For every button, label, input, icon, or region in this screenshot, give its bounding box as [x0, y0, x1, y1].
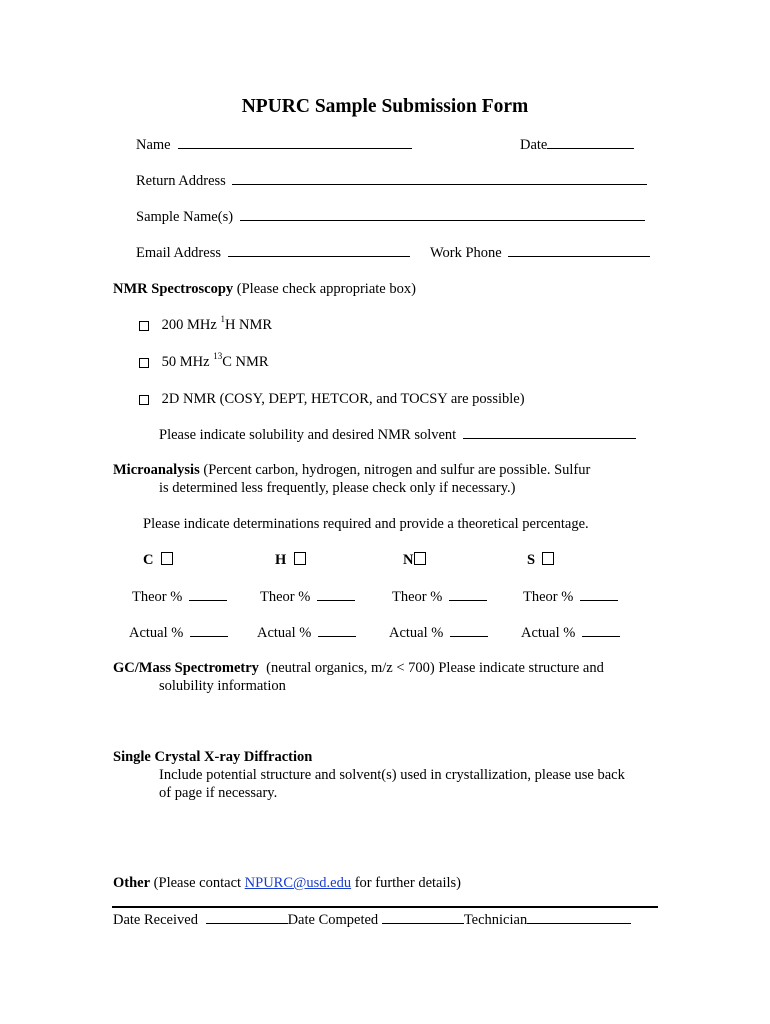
actual-n-label: Actual %: [389, 625, 444, 641]
xray-description-2: of page if necessary.: [159, 785, 278, 801]
checkbox-50mhz[interactable]: [139, 358, 149, 368]
sample-names-field: [136, 208, 645, 226]
name-input-line[interactable]: [178, 136, 412, 149]
theor-c-input-line[interactable]: [189, 588, 227, 601]
work-phone-label: Work Phone: [430, 245, 502, 261]
work-phone-input-line[interactable]: [508, 244, 650, 257]
page-title: NPURC Sample Submission Form: [241, 96, 529, 117]
theor-s-label: Theor %: [523, 589, 574, 605]
actual-c-label: Actual %: [129, 625, 184, 641]
actual-h-input-line[interactable]: [318, 624, 356, 637]
contact-email-link[interactable]: NPURC@usd.edu: [244, 875, 352, 891]
date-received-label: Date Received: [113, 912, 198, 928]
other-heading: Other: [113, 875, 151, 891]
checkbox-s[interactable]: [542, 552, 554, 565]
checkbox-n[interactable]: [414, 552, 426, 565]
technician-input-line[interactable]: [527, 911, 631, 924]
nmr-option-50mhz[interactable]: [137, 353, 269, 371]
actual-h: [257, 624, 356, 642]
sample-names-input-line[interactable]: [240, 208, 645, 221]
email-field: [136, 244, 410, 262]
theor-h-input-line[interactable]: [317, 588, 355, 601]
microanalysis-heading: Microanalysis: [113, 462, 200, 478]
microanalysis-instruction: Please indicate determinations required and provide a theoretical percentage.: [143, 516, 589, 532]
date-label: Date: [520, 137, 548, 153]
date-input-line[interactable]: [547, 136, 634, 149]
actual-c: [129, 624, 228, 642]
theor-c-label: Theor %: [132, 589, 183, 605]
work-phone-field: [430, 244, 650, 262]
actual-s: [521, 624, 620, 642]
element-s[interactable]: S: [527, 551, 554, 569]
gcms-description-2: solubility information: [159, 678, 286, 694]
return-address-input-line[interactable]: [232, 172, 647, 185]
xray-description-1: Include potential structure and solvent(s) used in crystallization, please use back: [159, 767, 625, 783]
gcms-heading-line: [113, 659, 604, 677]
nmr-option-2d[interactable]: [137, 390, 525, 408]
element-n[interactable]: N: [403, 551, 426, 569]
date-field: [520, 136, 634, 154]
footer-office-use: [113, 911, 631, 929]
actual-n-input-line[interactable]: [450, 624, 488, 637]
theor-s: [523, 588, 618, 606]
nmr-solvent-field: [159, 426, 636, 444]
option-50mhz-label: 50 MHz $^{13}$C NMR: [161, 351, 269, 370]
date-competed-label: Date Competed: [287, 912, 379, 928]
nmr-heading: NMR Spectroscopy: [113, 281, 234, 297]
theor-n: [392, 588, 487, 606]
technician-label: Technician: [463, 912, 528, 928]
theor-c: [132, 588, 227, 606]
theor-n-label: Theor %: [392, 589, 443, 605]
microanalysis-heading-line: [113, 461, 590, 479]
name-label: Name: [136, 137, 171, 153]
nmr-option-200mhz[interactable]: [137, 316, 272, 334]
nmr-section-heading: [113, 280, 416, 298]
microanalysis-description-1: (Percent carbon, hydrogen, nitrogen and sulfur are possible. Sulfur: [203, 462, 591, 478]
actual-h-label: Actual %: [257, 625, 312, 641]
date-competed-input-line[interactable]: [382, 911, 464, 924]
sample-names-label: Sample Name(s): [136, 209, 234, 225]
nmr-instruction: (Please check appropriate box): [236, 281, 416, 297]
other-text-before: (Please contact: [153, 875, 245, 891]
email-input-line[interactable]: [228, 244, 410, 257]
theor-n-input-line[interactable]: [449, 588, 487, 601]
nmr-solvent-input-line[interactable]: [463, 426, 636, 439]
return-address-field: [136, 172, 647, 190]
date-received-input-line[interactable]: [206, 911, 288, 924]
gcms-heading: GC/Mass Spectrometry: [113, 660, 259, 676]
actual-s-input-line[interactable]: [582, 624, 620, 637]
xray-heading: Single Crystal X-ray Diffraction: [113, 749, 313, 765]
microanalysis-description-2: is determined less frequently, please check only if necessary.): [159, 480, 516, 496]
checkbox-c[interactable]: [161, 552, 173, 565]
email-label: Email Address: [136, 245, 221, 261]
actual-s-label: Actual %: [521, 625, 576, 641]
actual-n: [389, 624, 488, 642]
actual-c-input-line[interactable]: [190, 624, 228, 637]
checkbox-2d-nmr[interactable]: [139, 395, 149, 405]
option-200mhz-label: 200 MHz $^1$H NMR: [161, 314, 273, 333]
element-c[interactable]: C: [143, 551, 173, 569]
theor-s-input-line[interactable]: [580, 588, 618, 601]
return-address-label: Return Address: [136, 173, 226, 189]
checkbox-200mhz[interactable]: [139, 321, 149, 331]
name-field: [136, 136, 412, 154]
nmr-solvent-label: Please indicate solubility and desired NMR solvent: [159, 427, 457, 443]
theor-h-label: Theor %: [260, 589, 311, 605]
option-2d-label: 2D NMR (COSY, DEPT, HETCOR, and TOCSY are possible): [161, 391, 525, 407]
theor-h: [260, 588, 355, 606]
checkbox-h[interactable]: [294, 552, 306, 565]
other-text-after: for further details): [351, 875, 462, 891]
footer-divider: [112, 906, 658, 908]
gcms-description-1: (neutral organics, m/z < 700) Please indicate structure and: [266, 660, 604, 676]
other-line: [113, 874, 461, 892]
element-h[interactable]: H: [275, 551, 306, 569]
